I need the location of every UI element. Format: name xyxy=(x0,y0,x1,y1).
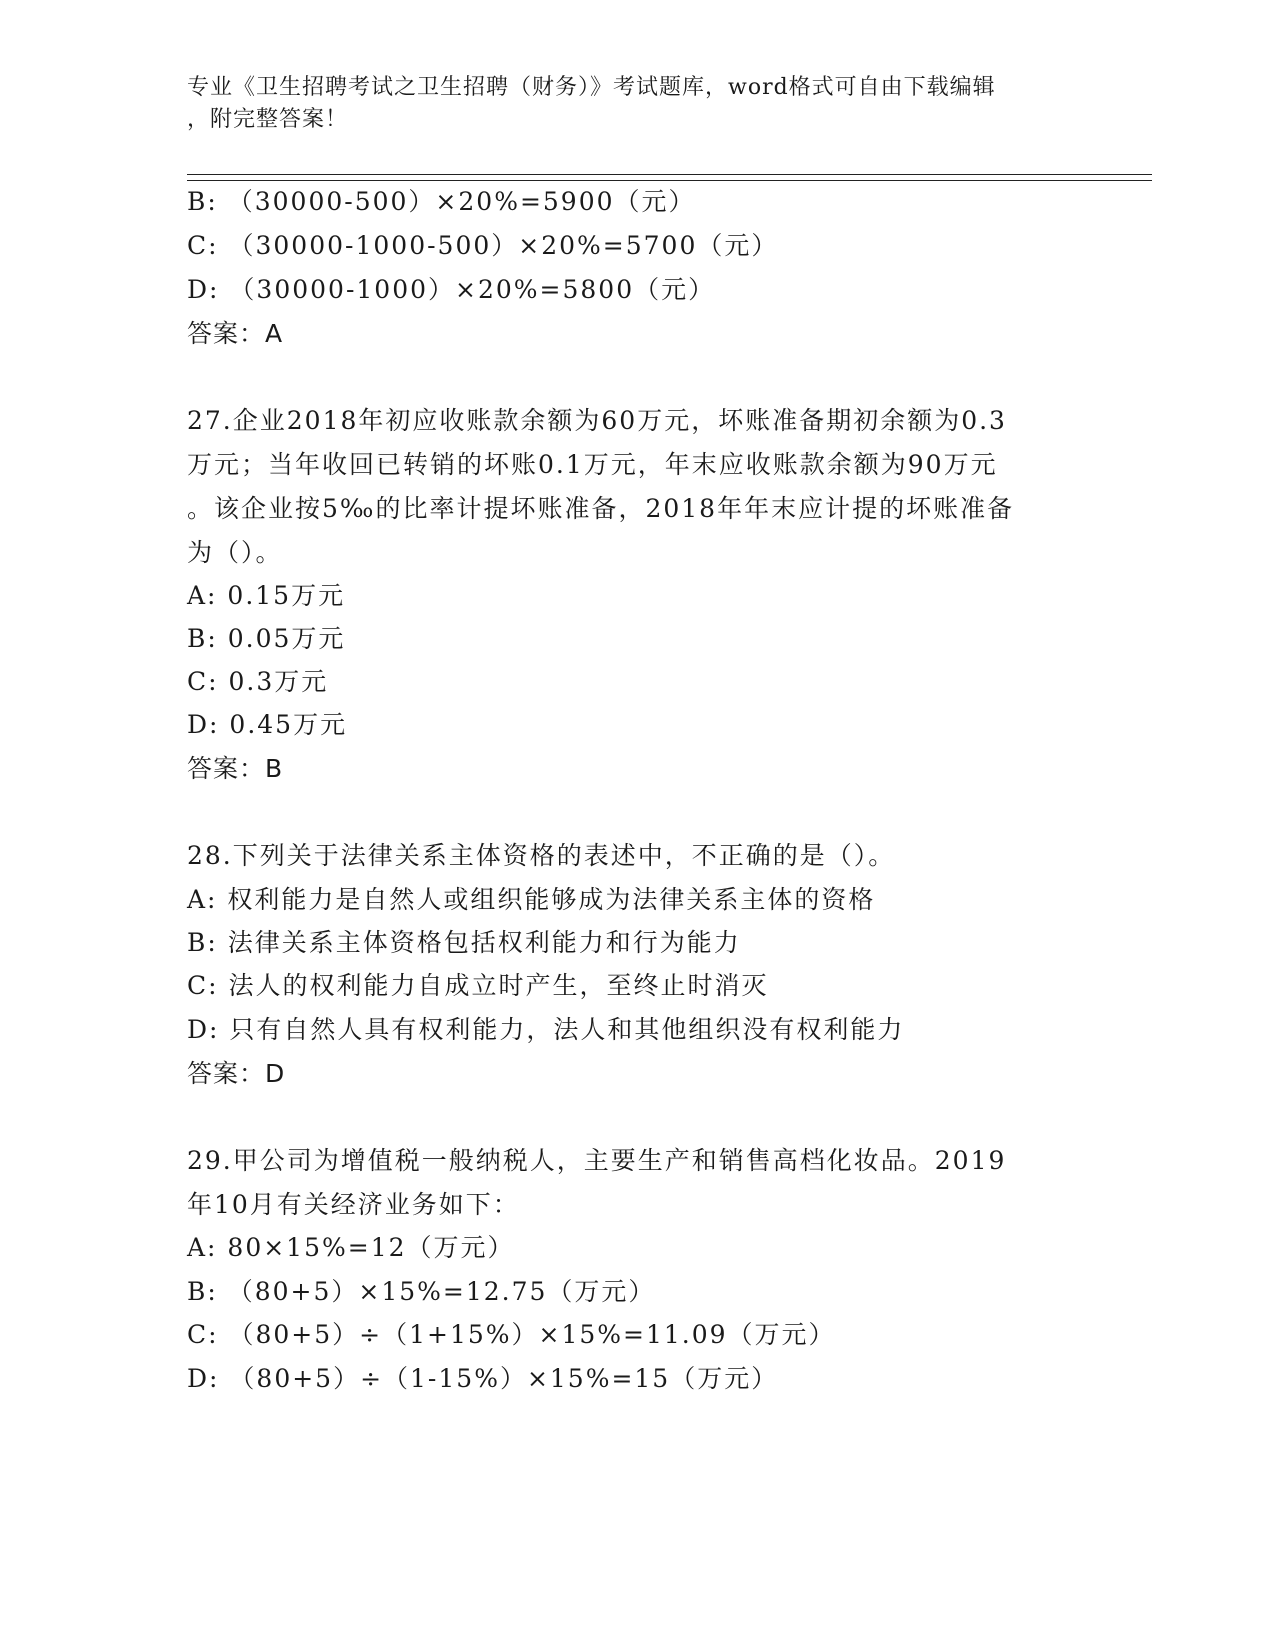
q28-option-a: A: 权利能力是自然人或组织能够成为法律关系主体的资格 xyxy=(187,885,876,914)
q27-option-b: B: 0.05万元 xyxy=(187,624,346,653)
document-header xyxy=(187,72,1067,136)
q27-option-d: D: 0.45万元 xyxy=(187,710,348,739)
q29-option-c: C: （80+5）÷（1+15%）×15%=11.09（万元） xyxy=(187,1320,836,1349)
q29-option-b: B: （80+5）×15%=12.75（万元） xyxy=(187,1277,656,1306)
q27-stem-line-1: 27.企业2018年初应收账款余额为60万元，坏账准备期初余额为0.3 xyxy=(187,406,1007,435)
q29-stem-line-2: 年10月有关经济业务如下： xyxy=(187,1190,520,1219)
q27-stem-line-3: 。该企业按5‰的比率计提坏账准备，2018年年末应计提的坏账准备 xyxy=(187,494,1015,523)
q28-answer: 答案：D xyxy=(187,1059,286,1088)
prev-option-b: B: （30000-500）×20%=5900（元） xyxy=(187,187,696,216)
prev-answer: 答案：A xyxy=(187,319,284,348)
q27-answer: 答案：B xyxy=(187,754,284,783)
q27-option-a: A: 0.15万元 xyxy=(187,581,346,610)
q28-option-b: B: 法律关系主体资格包括权利能力和行为能力 xyxy=(187,928,741,957)
q27-stem-line-4: 为（）。 xyxy=(187,538,283,567)
q29-option-d: D: （80+5）÷（1-15%）×15%=15（万元） xyxy=(187,1364,779,1393)
q27-stem-line-2: 万元；当年收回已转销的坏账0.1万元，年末应收账款余额为90万元 xyxy=(187,450,998,479)
q28-option-d: D: 只有自然人具有权利能力，法人和其他组织没有权利能力 xyxy=(187,1015,905,1044)
header-line-1: 专业《卫生招聘考试之卫生招聘（财务）》考试题库，word格式可自由下载编辑 xyxy=(187,75,996,100)
q29-option-a: A: 80×15%=12（万元） xyxy=(187,1233,515,1262)
prev-option-d: D: （30000-1000）×20%=5800（元） xyxy=(187,275,716,304)
prev-option-c: C: （30000-1000-500）×20%=5700（元） xyxy=(187,231,779,260)
q28-option-c: C: 法人的权利能力自成立时产生，至终止时消灭 xyxy=(187,971,769,1000)
header-divider-bottom xyxy=(187,180,1152,181)
q29-stem-line-1: 29.甲公司为增值税一般纳税人，主要生产和销售高档化妆品。2019 xyxy=(187,1146,1007,1175)
q27-option-c: C: 0.3万元 xyxy=(187,667,329,696)
header-line-2: ，附完整答案！ xyxy=(187,107,349,132)
q28-stem: 28.下列关于法律关系主体资格的表述中，不正确的是（）。 xyxy=(187,841,896,870)
header-divider-top xyxy=(187,174,1152,175)
